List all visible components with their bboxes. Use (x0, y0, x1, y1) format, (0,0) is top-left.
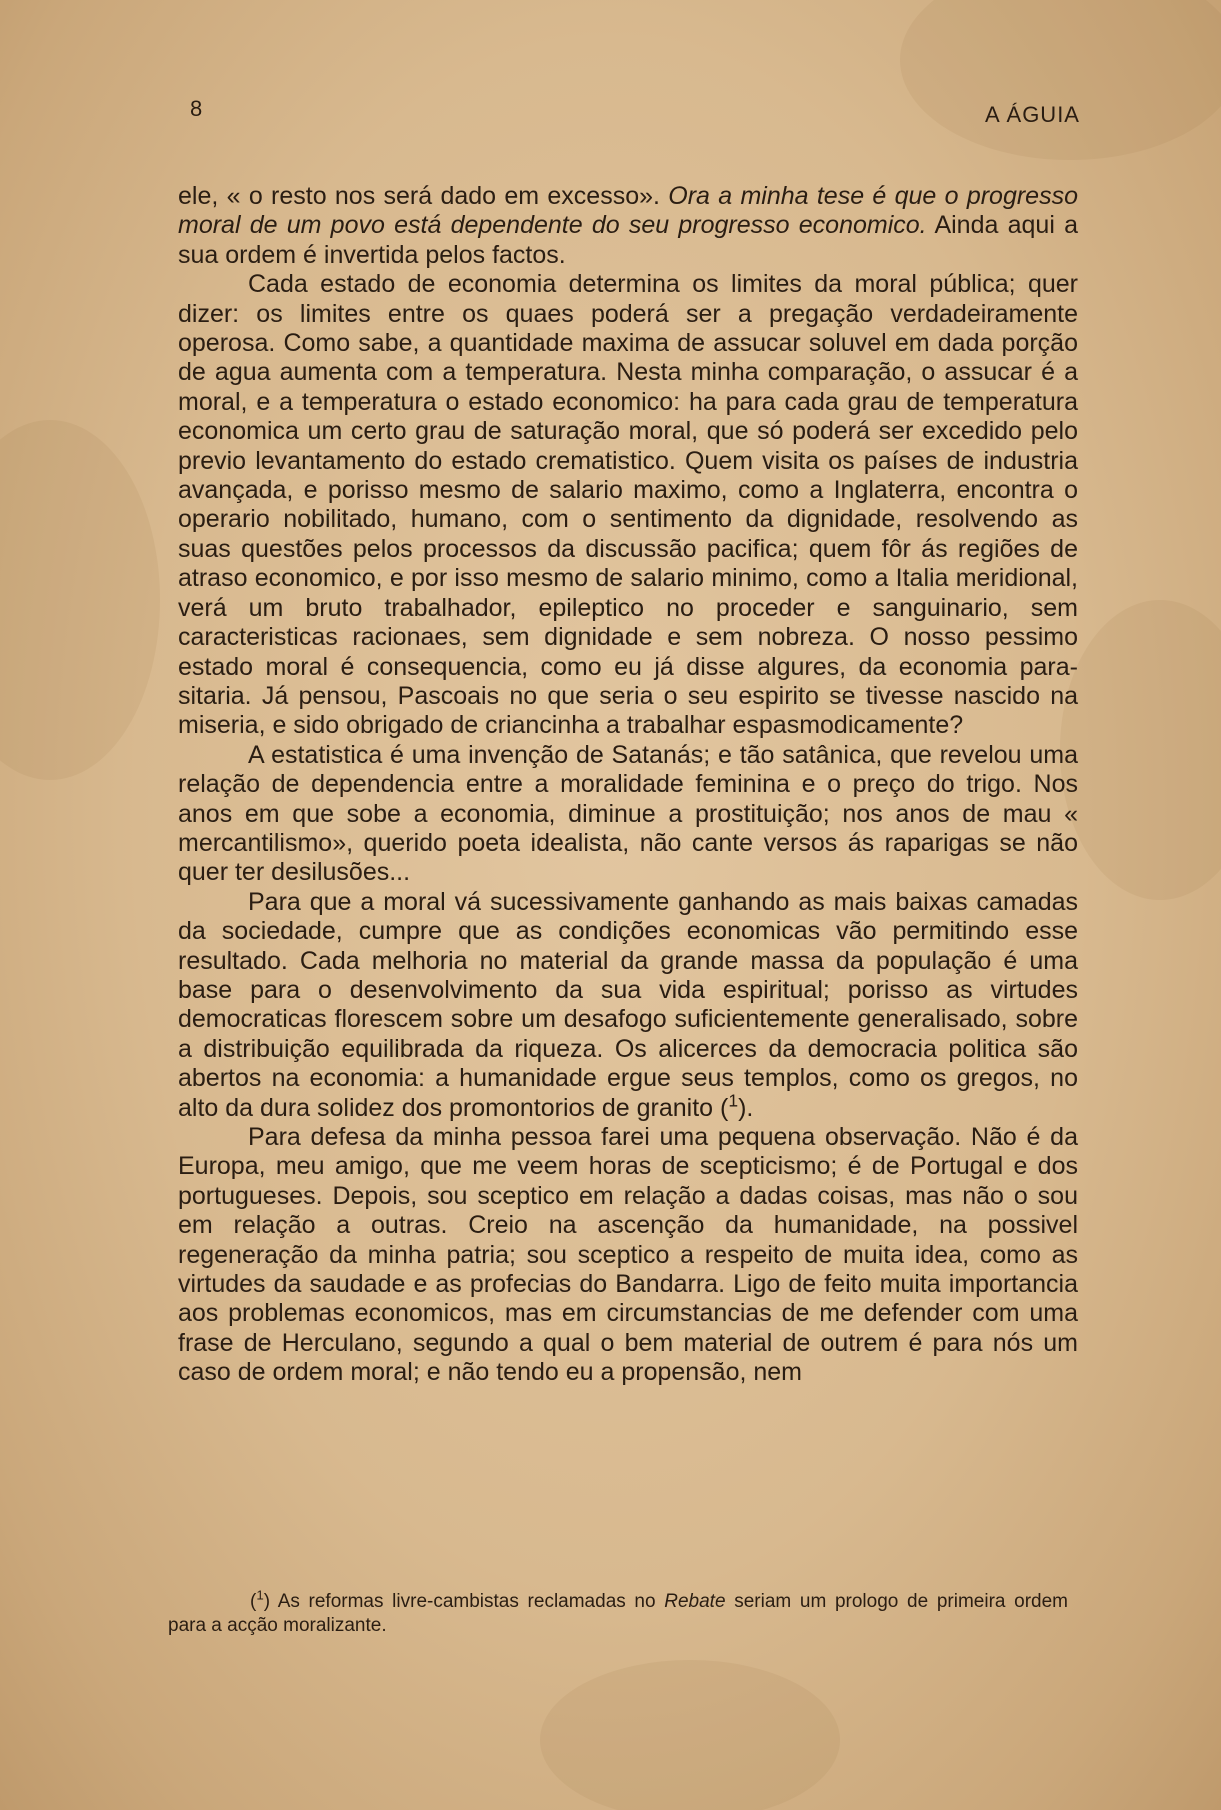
text-run: seriam um prologo de primeira ordem para a acção moralizante. (168, 1591, 1068, 1636)
paragraph (178, 270, 1078, 741)
running-head: A ÁGUIA (984, 102, 1080, 127)
text-run: Para que a moral vá sucessivamente ganhando as mais baixas camadas da sociedade, cumpre que as condições economicas vão permitindo esse resultado. Cada melhoria no material da grande massa da população é uma base para o desenvolvimento da sua vida espiritual; porisso as virtudes democraticas florescem sobre um desafogo suficientemente generalisado, sobre a distribuição equilibrada da riqueza. Os alicerces da democracia politica são abertos na economia: a humanidade ergue seus templos, como os gregos, no alto da dura solidez dos promontorios de granito ( (178, 887, 1078, 1122)
text-run: ). (738, 1093, 754, 1122)
text-run: Para defesa da minha pessoa farei uma pequena observação. Não é da Europa, meu amigo, que me veem horas de scepticismo; é de Portugal e dos portugueses. Depois, sou sceptico em relação a dadas coisas, mas não o sou em relação a outras. Creio na ascenção da humanidade, na possivel regeneração da minha patria; sou sceptico a respeito de muita idea, como as virtudes da saudade e as profecias do Bandarra. Ligo de feito muita importancia aos problemas economicos, mas em circumstancias de me defender com uma frase de Herculano, segundo a qual o bem material de outrem é para nós um caso de ordem moral; e não tendo eu a propensão, nem (178, 1123, 1078, 1387)
page-header (190, 96, 1080, 130)
italic-text: Rebate (664, 1591, 726, 1612)
paragraph (178, 182, 1078, 270)
text-run: Cada estado de economia determina os limites da moral pública; quer dizer: os limites entre os quaes poderá ser a pregação verdadeiramente operosa. Como sabe, a quantidade maxima de assucar soluvel em dada porção de agua aumenta com a temperatura. Nesta minha comparação, o assucar é a moral, e a temperatura o estado economico: ha para cada grau de temperatura economica um certo grau de saturação moral, que só poderá ser excedido pelo previo levantamento do estado crematistico. Quem visita os países de industria avançada, e porisso mesmo de salario maximo, como a Inglaterra, encontra o operario nobilitado, humano, com o sentimento da dignidade, resolvendo as suas questões pelos processos da discussão pacifica; quem fôr ás regiões de atraso economico, e por isso mesmo de salario minimo, como a Italia meridional, verá um bruto trabalhador, epileptico no proceder e sanguinario, sem caracteristicas racionaes, sem dignidade e sem nobreza. O nosso pessimo estado moral é consequencia, como eu já disse algures, da economia parasitaria. Já pensou, Pascoais no que seria o seu espirito se tivesse nascido na miseria, e sido obrigado de criancinha a trabalhar espasmodicamente? (178, 270, 1078, 740)
text-run: ( (250, 1591, 257, 1612)
paragraph (178, 888, 1078, 1123)
footnote-text (168, 1587, 1068, 1638)
text-run: A estatistica é uma invenção de Satanás; e tão satânica, que revelou uma relação de dependencia entre a moralidade feminina e o preço do trigo. Nos anos em que sobe a economia, diminue a prostituição; nos anos de mau « mercantilismo», querido poeta idealista, não cante versos ás raparigas se não quer ter desilusões... (178, 740, 1078, 887)
paragraph (178, 1123, 1078, 1388)
footnote-marker: 1 (728, 1090, 739, 1111)
text-run: ) As reformas livre-cambistas reclamadas no (263, 1591, 665, 1612)
text-run: ele, « o resto nos será dado em excesso». (178, 182, 669, 210)
footnote-marker: 1 (256, 1587, 264, 1603)
italic-text: Ora a minha tese é que o progresso moral de um povo está dependente do seu progresso economico. (178, 182, 1078, 240)
body-text (178, 182, 1078, 1388)
paragraph (178, 741, 1078, 888)
footnote (168, 1587, 1068, 1638)
text-run: Ainda aqui a sua ordem é invertida pelos factos. (178, 211, 1078, 269)
page-number: 8 (190, 96, 203, 121)
